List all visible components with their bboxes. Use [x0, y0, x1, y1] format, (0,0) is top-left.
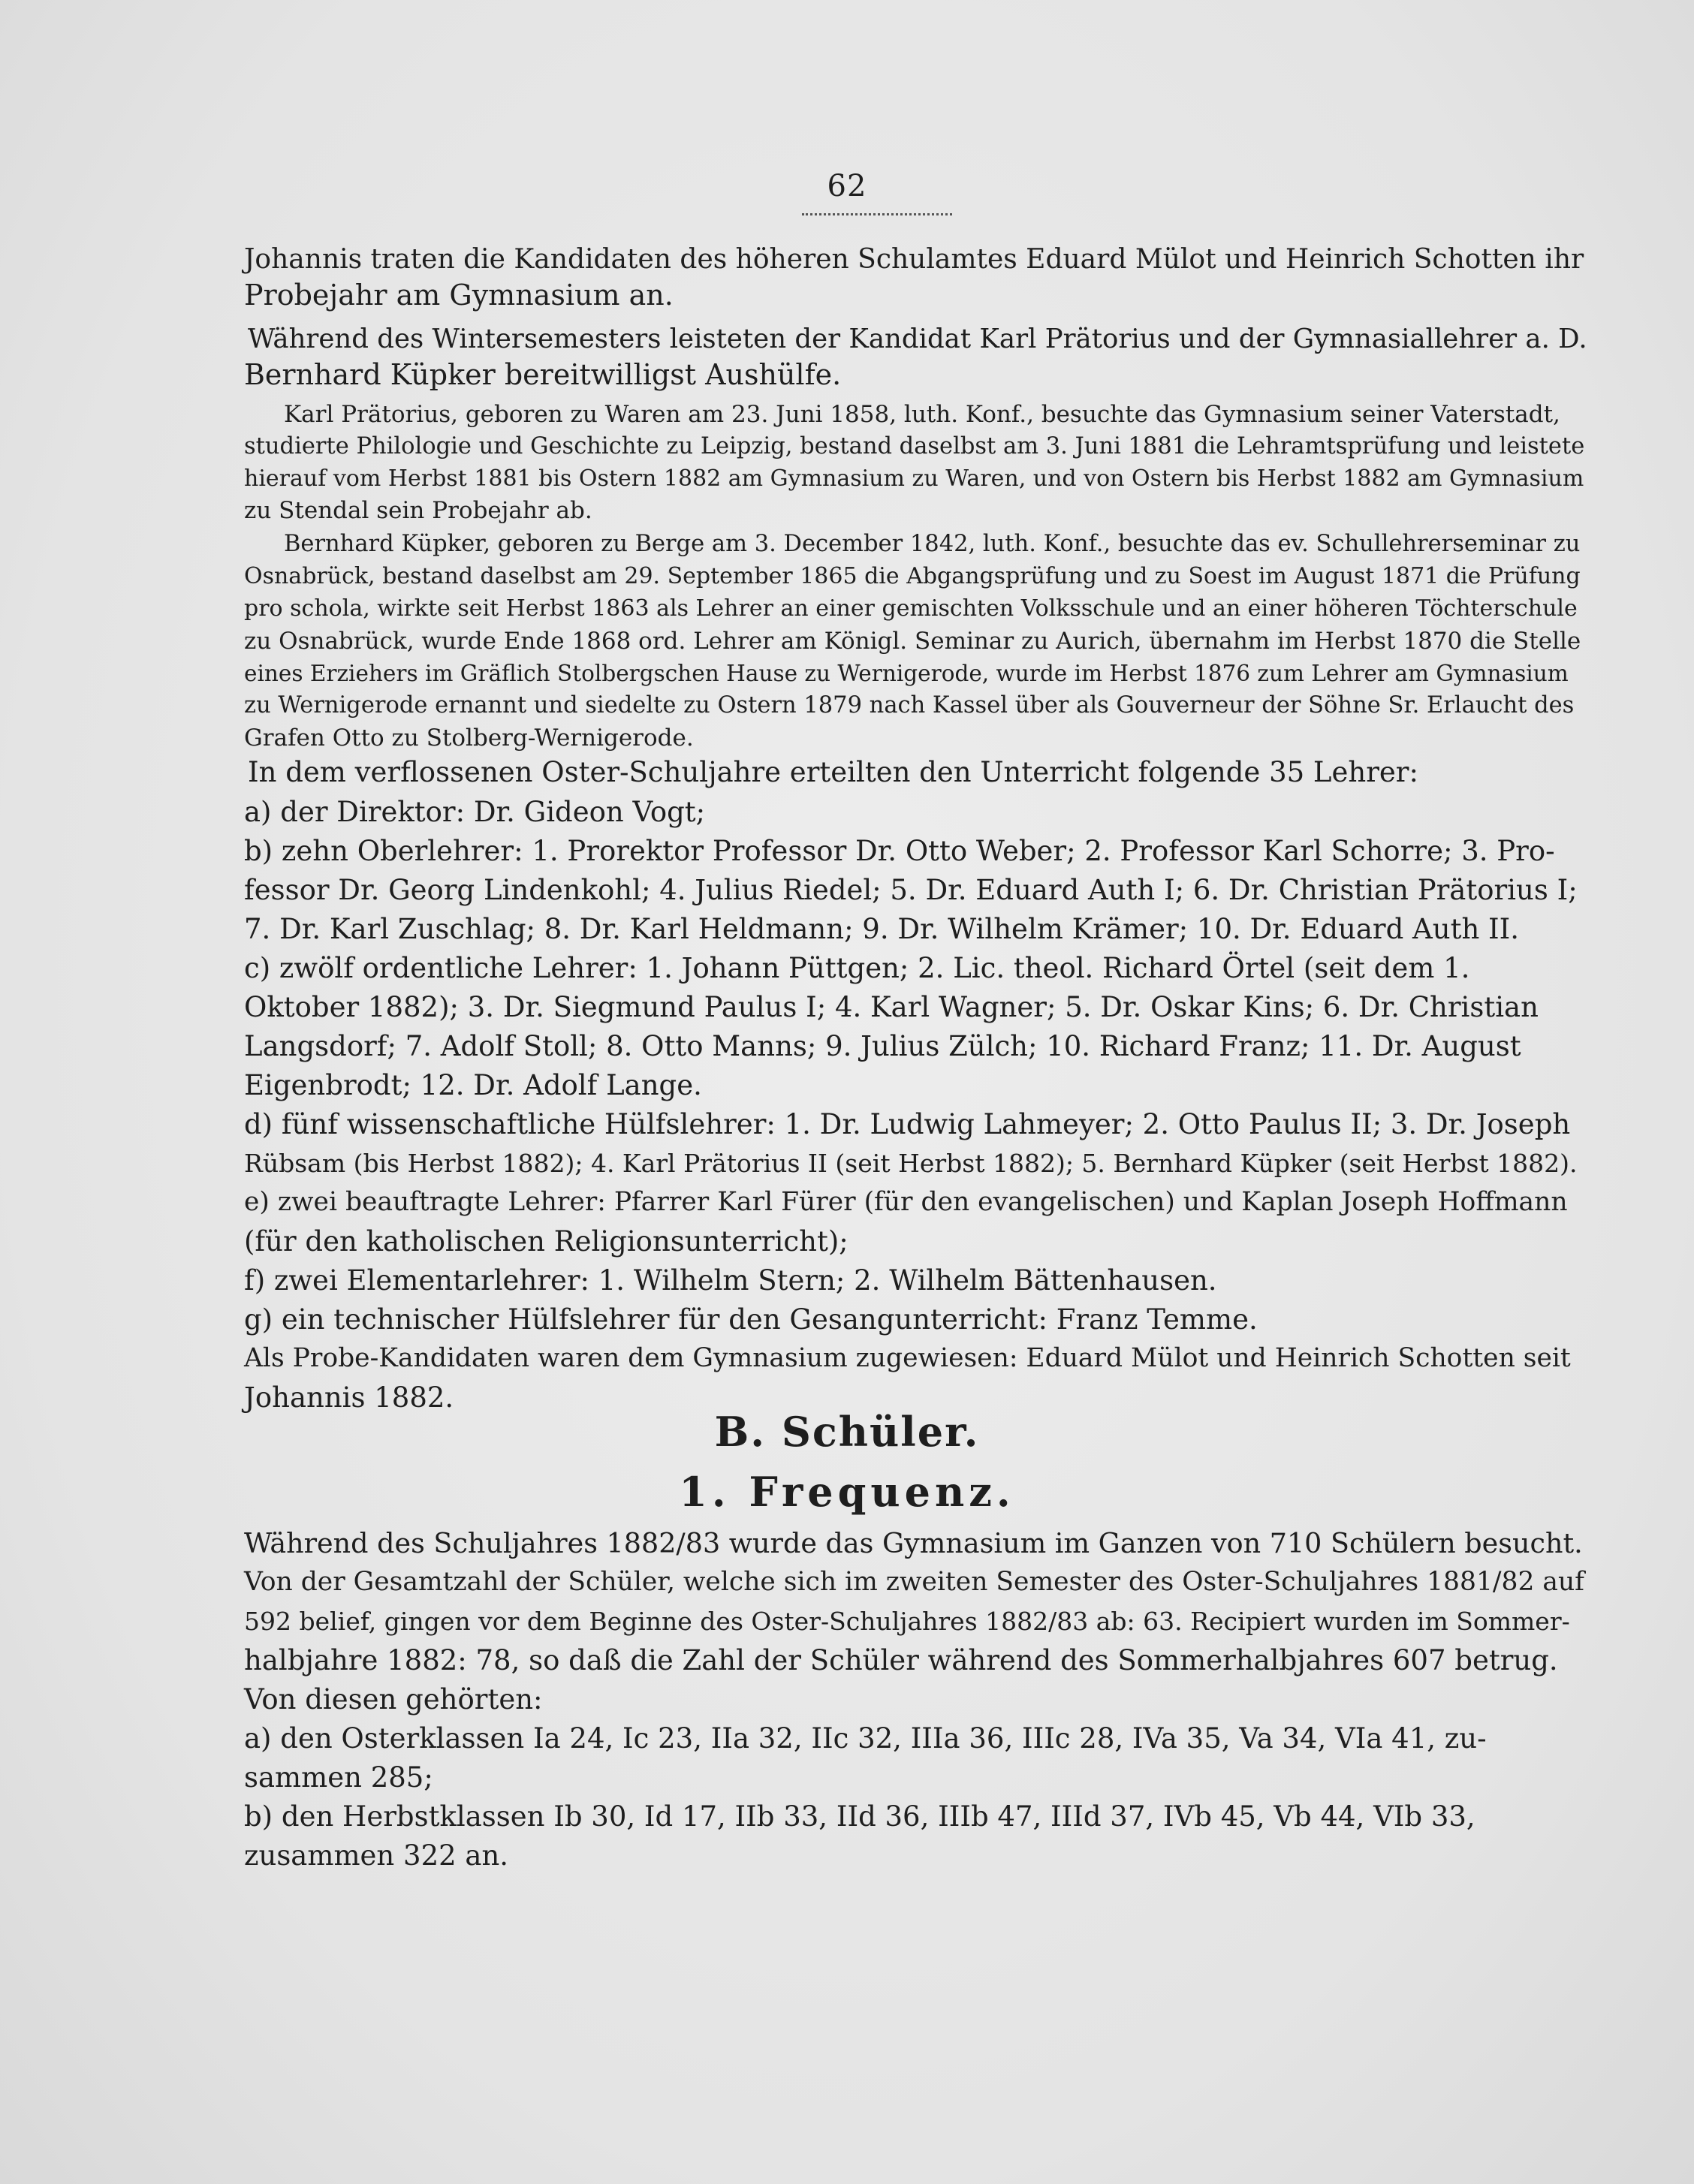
frequency-line: sammen 285;	[244, 1761, 433, 1794]
teacher-line: c) zwölf ordentliche Lehrer: 1. Johann Püttgen; 2. Lic. theol. Richard Örtel (seit dem 1.	[244, 952, 1470, 984]
teacher-line: d) fünf wissenschaftliche Hülfslehrer: 1. Dr. Ludwig Lahmeyer; 2. Otto Paulus II; 3. Dr. Joseph	[244, 1108, 1571, 1140]
teacher-line: e) zwei beauftragte Lehrer: Pfarrer Karl Fürer (für den evangelischen) und Kaplan Joseph Hoffmann	[244, 1187, 1568, 1217]
teacher-line: g) ein technischer Hülfslehrer für den Gesangunterricht: Franz Temme.	[244, 1303, 1258, 1336]
bio-line: Karl Prätorius, geboren zu Waren am 23. Juni 1858, luth. Konf., besuchte das Gymnasium seiner Vaterstadt,	[284, 401, 1560, 428]
teacher-line: a) der Direktor: Dr. Gideon Vogt;	[244, 796, 706, 828]
subsection-heading: 1. Frequenz.	[679, 1468, 1015, 1516]
teacher-line: Langsdorf; 7. Adolf Stoll; 8. Otto Manns; 9. Julius Zülch; 10. Richard Franz; 11. Dr. August	[244, 1030, 1521, 1062]
bio-line: zu Stendal sein Probejahr ab.	[244, 497, 592, 524]
teacher-line: b) zehn Oberlehrer: 1. Prorektor Professor Dr. Otto Weber; 2. Professor Karl Schorre; 3. Pro-	[244, 835, 1555, 867]
text-line: Während des Wintersemesters leisteten der Kandidat Karl Prätorius und der Gymnasiallehrer a. D.	[248, 324, 1587, 354]
teacher-line: f) zwei Elementarlehrer: 1. Wilhelm Stern; 2. Wilhelm Bättenhausen.	[244, 1264, 1217, 1297]
frequency-line: zusammen 322 an.	[244, 1839, 509, 1872]
frequency-line: a) den Osterklassen Ia 24, Ic 23, IIa 32, IIc 32, IIIa 36, IIIc 28, IVa 35, Va 34, VIa 41, zu-	[244, 1722, 1487, 1755]
bio-line: pro schola, wirkte seit Herbst 1863 als Lehrer an einer gemischten Volksschule und an einer höheren Töchterschule	[244, 595, 1578, 622]
text-line: Johannis traten die Kandidaten des höheren Schulamtes Eduard Mülot und Heinrich Schotten ihr	[244, 244, 1584, 275]
frequency-line: Von der Gesamtzahl der Schüler, welche sich im zweiten Semester des Oster-Schuljahres 1881/82 auf	[244, 1567, 1584, 1597]
bio-line: eines Erziehers im Gräflich Stolbergschen Hause zu Wernigerode, wurde im Herbst 1876 zum Lehrer am Gymnasium	[244, 661, 1569, 686]
frequency-line: b) den Herbstklassen Ib 30, Id 17, IIb 33, IId 36, IIIb 47, IIId 37, IVb 45, Vb 44, VIb 33,	[244, 1800, 1475, 1833]
bio-line: Osnabrück, bestand daselbst am 29. September 1865 die Abgangsprüfung und zu Soest im August 1871 die Prüfung	[244, 563, 1581, 589]
teacher-line: fessor Dr. Georg Lindenkohl; 4. Julius Riedel; 5. Dr. Eduard Auth I; 6. Dr. Christian Prätorius I;	[244, 874, 1578, 906]
teacher-line: Oktober 1882); 3. Dr. Siegmund Paulus I; 4. Karl Wagner; 5. Dr. Oskar Kins; 6. Dr. Christian	[244, 991, 1539, 1023]
bio-line: Bernhard Küpker, geboren zu Berge am 3. December 1842, luth. Konf., besuchte das ev. Schullehrerseminar zu	[284, 531, 1581, 557]
bio-line: Grafen Otto zu Stolberg-Wernigerode.	[244, 724, 694, 752]
frequency-line: Von diesen gehörten:	[244, 1683, 543, 1716]
teacher-line: Johannis 1882.	[244, 1381, 454, 1414]
teachers-intro: In dem verflossenen Oster-Schuljahre erteilten den Unterricht folgende 35 Lehrer:	[248, 756, 1418, 788]
teacher-line: Eigenbrodt; 12. Dr. Adolf Lange.	[244, 1069, 702, 1101]
text-line: Probejahr am Gymnasium an.	[244, 279, 674, 312]
frequency-line: 592 belief, gingen vor dem Beginne des Oster-Schuljahres 1882/83 ab: 63. Recipiert wurden im Sommer-	[244, 1607, 1570, 1636]
bio-line: studierte Philologie und Geschichte zu Leipzig, bestand daselbst am 3. Juni 1881 die Lehramtsprüfung und leistete	[244, 433, 1585, 459]
section-heading: B. Schüler.	[714, 1408, 980, 1456]
page-number: 62	[827, 169, 867, 203]
text-line: Bernhard Küpker bereitwilligst Aushülfe.	[244, 358, 842, 391]
page-number-rule	[802, 209, 952, 215]
frequency-line: halbjahre 1882: 78, so daß die Zahl der Schüler während des Sommerhalbjahres 607 betrug.	[244, 1644, 1558, 1676]
teacher-line: Als Probe-Kandidaten waren dem Gymnasium zugewiesen: Eduard Mülot und Heinrich Schotten seit	[244, 1343, 1571, 1373]
bio-line: zu Osnabrück, wurde Ende 1868 ord. Lehrer am Königl. Seminar zu Aurich, übernahm im Herbst 1870 die Stelle	[244, 628, 1581, 655]
bio-line: zu Wernigerode ernannt und siedelte zu Ostern 1879 nach Kassel über als Gouverneur der Söhne Sr. Erlaucht des	[244, 692, 1575, 718]
bio-line: hierauf vom Herbst 1881 bis Ostern 1882 am Gymnasium zu Waren, und von Ostern bis Herbst 1882 am Gymnasium	[244, 465, 1584, 492]
teacher-line: Rübsam (bis Herbst 1882); 4. Karl Prätorius II (seit Herbst 1882); 5. Bernhard Küpker (seit Herbst 1882).	[244, 1149, 1578, 1178]
frequency-line: Während des Schuljahres 1882/83 wurde das Gymnasium im Ganzen von 710 Schülern besucht.	[244, 1527, 1583, 1559]
teacher-line: (für den katholischen Religionsunterricht);	[244, 1225, 849, 1258]
teacher-line: 7. Dr. Karl Zuschlag; 8. Dr. Karl Heldmann; 9. Dr. Wilhelm Krämer; 10. Dr. Eduard Auth II.	[244, 913, 1520, 945]
